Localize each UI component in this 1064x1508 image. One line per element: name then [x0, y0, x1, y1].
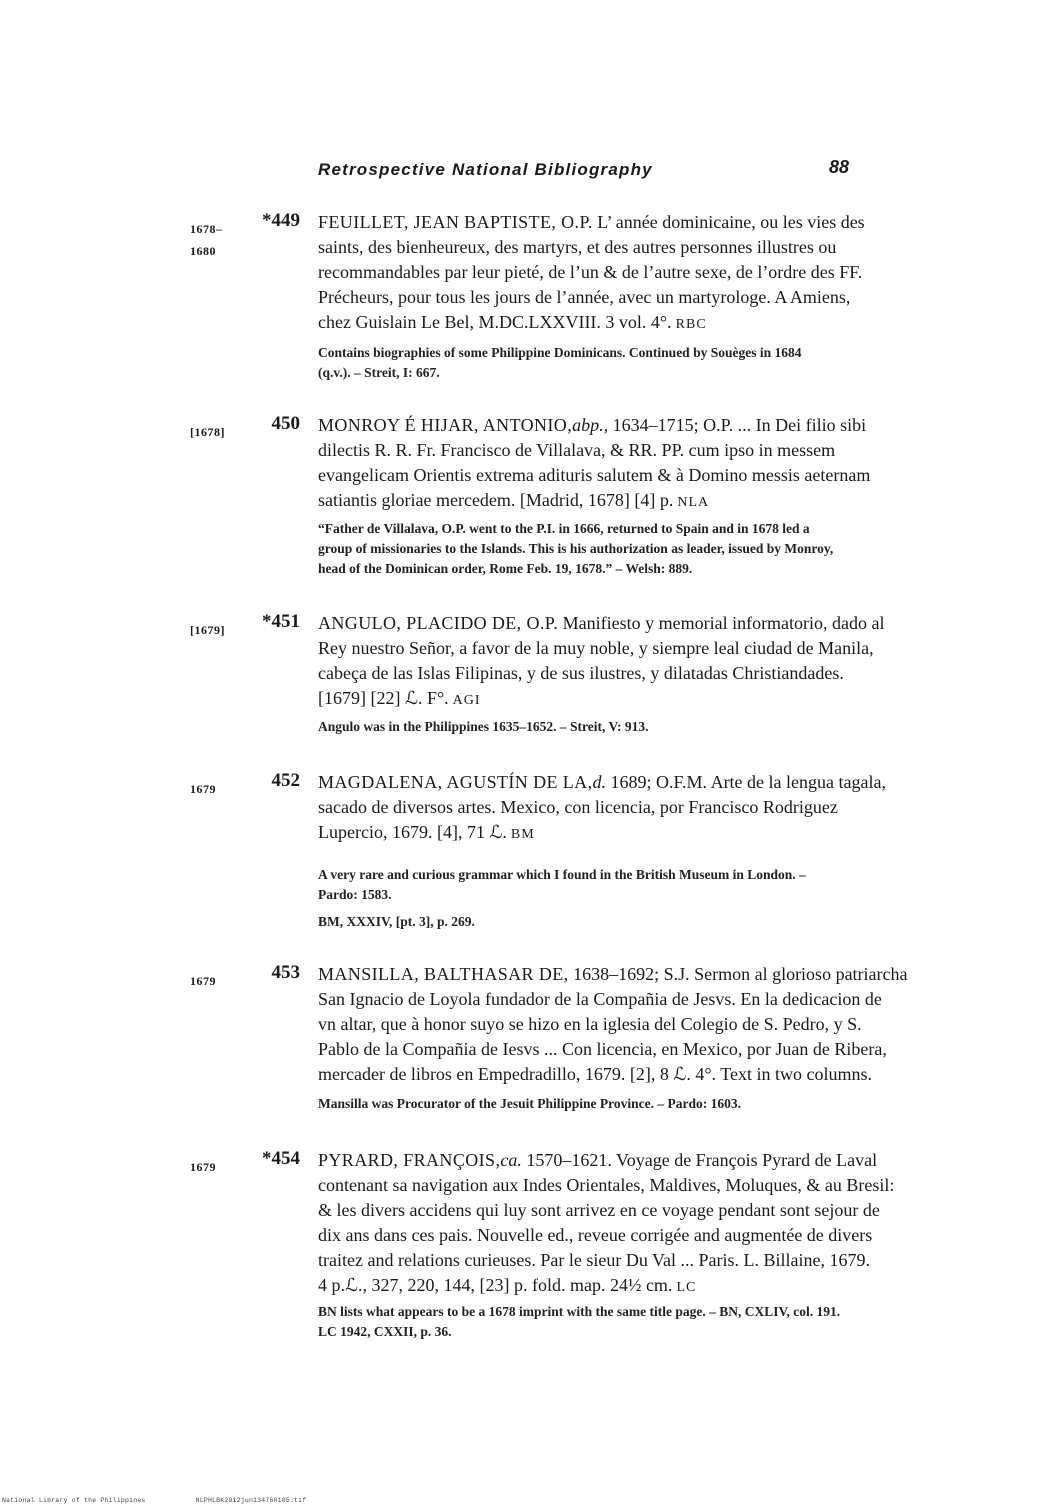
- entry-line: chez Guislain Le Bel, M.DC.LXXVIII. 3 vol. 4°.: [318, 312, 672, 332]
- entry-author: MONROY É HIJAR, ANTONIO,: [318, 415, 573, 435]
- entry-author: FEUILLET, JEAN BAPTISTE, O.P.: [318, 212, 593, 232]
- note-line: head of the Dominican order, Rome Feb. 19, 1678.” – Welsh: 889.: [318, 561, 693, 576]
- entry-line: Rey nuestro Señor, a favor de la muy noble, y siempre leal ciudad de Manila,: [318, 638, 874, 658]
- entry-note: [318, 1302, 978, 1342]
- entry-note: [318, 717, 978, 737]
- entry-line: dix ans dans ces pais. Nouvelle ed., reveue corrigée and augmentée de divers: [318, 1225, 873, 1245]
- note-line: Mansilla was Procurator of the Jesuit Philippine Province. – Pardo: 1603.: [318, 1096, 741, 1111]
- entry-author: PYRARD, FRANÇOIS,: [318, 1150, 501, 1170]
- holding-library: LC: [676, 1280, 697, 1295]
- holding-library: RBC: [675, 317, 707, 332]
- entry-line: cabeça de las Islas Filipinas, y de sus ilustres, y dilatadas Christiandades.: [318, 663, 844, 683]
- entry-number: *451: [262, 611, 300, 632]
- note-line: Pardo: 1583.: [318, 887, 392, 902]
- entry-line: sacado de diversos artes. Mexico, con licencia, por Francisco Rodriguez: [318, 797, 838, 817]
- footer-library: National Library of the Philippines: [2, 1497, 146, 1504]
- note-line: “Father de Villalava, O.P. went to the P.I. in 1666, returned to Spain and in 1678 led a: [318, 521, 810, 536]
- footer-scan-id: NLPHLBK2012jun134760105.tif: [195, 1497, 307, 1504]
- entry-year: 1678– 1680: [190, 222, 223, 258]
- entry-line: Lupercio, 1679. [4], 71 ℒ.: [318, 822, 507, 842]
- entry-author: MAGDALENA, AGUSTÍN DE LA,: [318, 772, 593, 792]
- entry-author: MANSILLA, BALTHASAR DE,: [318, 964, 569, 984]
- entry-text: [318, 962, 968, 1087]
- entry-line: L’ année dominicaine, ou les vies des: [592, 212, 865, 232]
- entry-line: 1570–1621. Voyage de François Pyrard de Laval: [521, 1150, 878, 1170]
- entry-number: 452: [271, 770, 300, 791]
- entry-note: [318, 1094, 978, 1114]
- entry-line: 4 p.ℒ., 327, 220, 144, [23] p. fold. map. 24½ cm.: [318, 1275, 673, 1295]
- note-line: Angulo was in the Philippines 1635–1652. – Streit, V: 913.: [318, 719, 649, 734]
- note-line: Contains biographies of some Philippine Dominicans. Continued by Souèges in 1684: [318, 345, 802, 360]
- entry-line: Pablo de la Compañia de Iesvs ... Con licencia, en Mexico, por Juan de Ribera,: [318, 1039, 887, 1059]
- holding-library: BM: [510, 827, 535, 842]
- entry-line: 1638–1692; S.J. Sermon al glorioso patriarcha: [568, 964, 908, 984]
- entry-text: [318, 770, 968, 847]
- holding-library: NLA: [677, 495, 710, 510]
- entry-note: [318, 865, 978, 905]
- entry-line: 1634–1715; O.P. ... In Dei filio sibi: [608, 415, 867, 435]
- entry-line: Précheurs, pour tous les jours de l’année, avec un martyrologe. A Amiens,: [318, 287, 851, 307]
- entry-line: Manifiesto y memorial informatorio, dado al: [558, 613, 885, 633]
- running-title: Retrospective National Bibliography: [318, 160, 653, 179]
- entry-note: [318, 519, 978, 579]
- entry-line: traitez and relations curieuses. Par le sieur Du Val ... Paris. L. Billaine, 1679.: [318, 1250, 871, 1270]
- entry-line: San Ignacio de Loyola fundador de la Compañia de Jesvs. En la dedicacion de: [318, 989, 882, 1009]
- entry-year: 1679: [190, 974, 216, 988]
- entry-year: [1678]: [190, 425, 225, 439]
- entry-line: [1679] [22] ℒ. F°.: [318, 688, 449, 708]
- entry-note-reference: [318, 912, 978, 932]
- entry-title-meta: abp.,: [572, 415, 609, 435]
- entry-year: 1679: [190, 782, 216, 796]
- entry-line: vn altar, que à honor suyo se hizo en la iglesia del Colegio de S. Pedro, y S.: [318, 1014, 862, 1034]
- entry-text: [318, 1148, 968, 1300]
- entry-line: recommandables par leur pieté, de l’un & de l’autre sexe, de l’ordre des FF.: [318, 262, 863, 282]
- entry-title-meta: ca.: [500, 1150, 522, 1170]
- entry-year: [1679]: [190, 623, 225, 637]
- page-number: 88: [829, 157, 850, 177]
- page-header: [318, 157, 858, 186]
- note-line: BM, XXXIV, [pt. 3], p. 269.: [318, 914, 475, 929]
- note-line: BN lists what appears to be a 1678 imprint with the same title page. – BN, CXLIV, col. 191.: [318, 1304, 841, 1319]
- entry-text: [318, 210, 968, 337]
- entry-line: satiantis gloriae mercedem. [Madrid, 1678] [4] p.: [318, 490, 674, 510]
- entry-text: [318, 611, 968, 713]
- entry-line: evangelicam Orientis extrema adituris salutem & à Domino messis aeternam: [318, 465, 871, 485]
- entry-line: dilectis R. R. Fr. Francisco de Villalava, & RR. PP. cum ipso in messem: [318, 440, 836, 460]
- entry-line: saints, des bienheureux, des martyrs, et des autres personnes illustres ou: [318, 237, 837, 257]
- entry-line: contenant sa navigation aux Indes Orientales, Maldives, Moluques, & au Bresil:: [318, 1175, 895, 1195]
- entry-number: 453: [271, 962, 300, 983]
- entry-author: ANGULO, PLACIDO DE, O.P.: [318, 613, 559, 633]
- entry-line: 1689; O.F.M. Arte de la lengua tagala,: [605, 772, 886, 792]
- entry-note: [318, 343, 978, 383]
- note-line: group of missionaries to the Islands. This is his authorization as leader, issued by Monroy,: [318, 541, 834, 556]
- entry-line: mercader de libros en Empedradillo, 1679. [2], 8 ℒ. 4°. Text in two columns.: [318, 1064, 872, 1084]
- entry-title-meta: d.: [592, 772, 606, 792]
- note-line: LC 1942, CXXII, p. 36.: [318, 1324, 452, 1339]
- entry-year: 1679: [190, 1160, 216, 1174]
- entry-number: *454: [262, 1148, 300, 1169]
- entry-text: [318, 413, 968, 515]
- entry-line: & les divers accidens qui luy sont arrivez en ce voyage pendant sont sejour de: [318, 1200, 880, 1220]
- scan-footer: [2, 1497, 352, 1504]
- entry-number: 450: [271, 413, 300, 434]
- note-line: (q.v.). – Streit, I: 667.: [318, 365, 440, 380]
- holding-library: AGI: [452, 693, 481, 708]
- entry-number: *449: [262, 210, 300, 231]
- note-line: A very rare and curious grammar which I found in the British Museum in London. –: [318, 867, 806, 882]
